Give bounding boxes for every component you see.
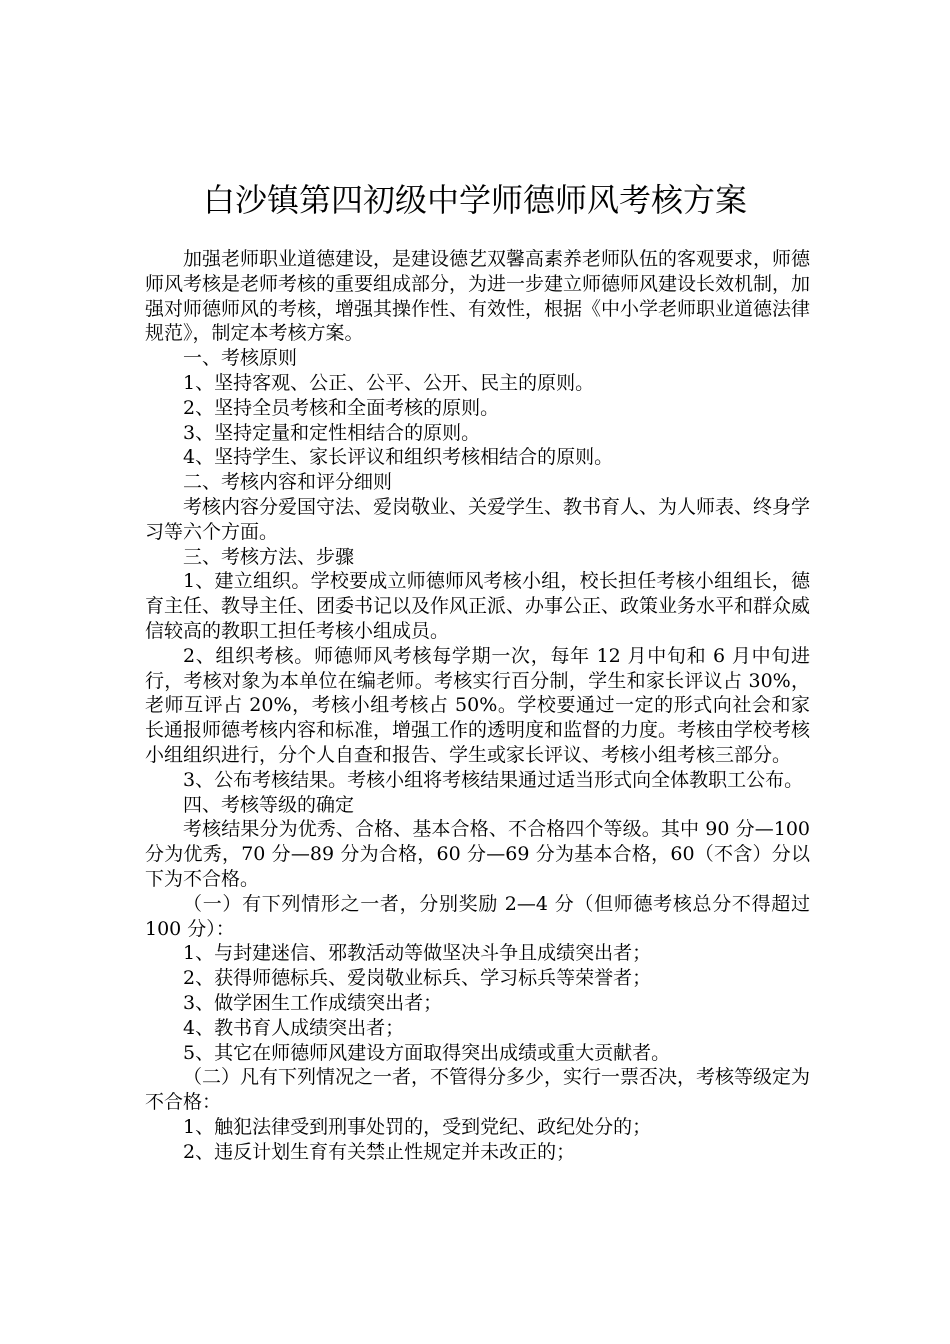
method-item: 3、公布考核结果。考核小组将考核结果通过适当形式向全体教职工公布。 — [183, 768, 804, 791]
veto-heading: （二）凡有下列情况之一者，不管得分多少，实行一票否决，考核等级定为不合格： — [145, 1066, 811, 1114]
principle-item: 3、坚持定量和定性相结合的原则。 — [183, 421, 481, 444]
section-heading-method: 三、考核方法、步骤 — [183, 545, 355, 568]
content-paragraph: 考核内容分爱国守法、爱岗敬业、关爱学生、教书育人、为人师表、终身学习等六个方面。 — [145, 495, 811, 543]
principle-item: 4、坚持学生、家长评议和组织考核相结合的原则。 — [183, 446, 614, 469]
reward-item: 2、获得师德标兵、爱岗敬业标兵、学习标兵等荣誉者； — [183, 967, 652, 990]
section-heading-principles: 一、考核原则 — [183, 347, 298, 370]
principle-item: 1、坚持客观、公正、公平、公开、民主的原则。 — [183, 371, 595, 394]
veto-item: 1、触犯法律受到刑事处罚的，受到党纪、政纪处分的； — [183, 1115, 652, 1138]
reward-item: 1、与封建迷信、邪教活动等做坚决斗争且成绩突出者； — [183, 942, 652, 965]
reward-item: 5、其它在师德师风建设方面取得突出成绩或重大贡献者。 — [183, 1041, 671, 1064]
method-item: 1、建立组织。学校要成立师德师风考核小组，校长担任考核小组组长，德育主任、教导主任、团委书记以及作风正派、办事公正、政策业务水平和群众威信较高的教职工担任考核小组成员。 — [145, 570, 811, 642]
grades-paragraph: 考核结果分为优秀、合格、基本合格、不合格四个等级。其中 90 分—100 分为优秀，70 分—89 分为合格，60 分—69 分为基本合格，60（不含）分以下为不合格。 — [145, 818, 810, 890]
method-item: 2、组织考核。师德师风考核每学期一次，每年 12 月中旬和 6 月中旬进行，考核对象为本单位在编老师。考核实行百分制，学生和家长评议占 30%，老师互评占 20%，考核小组考核占 50%。学校要通过一定的形式向社会和家长通报师德考核内容和标准，增强工作的透明度和监督的力度。考核由学校考核小组组织进行，分个人自查和报告、学生或家长评议、考核小组考核三部分。 — [145, 644, 811, 766]
veto-item: 2、违反计划生育有关禁止性规定并未改正的； — [183, 1140, 576, 1163]
document-title: 白沙镇第四初级中学师德师风考核方案 — [202, 181, 747, 219]
intro-paragraph: 加强老师职业道德建设，是建设德艺双馨高素养老师队伍的客观要求，师德师风考核是老师考核的重要组成部分，为进一步建立师德师风建设长效机制，加强对师德师风的考核，增强其操作性、有效性，根据《中小学老师职业道德法律规范》，制定本考核方案。 — [145, 248, 811, 345]
reward-heading: （一）有下列情形之一者，分别奖励 2—4 分（但师德考核总分不得超过 100 分）： — [145, 892, 810, 940]
principle-item: 2、坚持全员考核和全面考核的原则。 — [183, 396, 500, 419]
reward-item: 4、教书育人成绩突出者； — [183, 1016, 405, 1039]
section-heading-grades: 四、考核等级的确定 — [183, 793, 355, 816]
reward-item: 3、做学困生工作成绩突出者； — [183, 991, 443, 1014]
section-heading-content: 二、考核内容和评分细则 — [183, 471, 393, 494]
document-body — [145, 247, 810, 1164]
